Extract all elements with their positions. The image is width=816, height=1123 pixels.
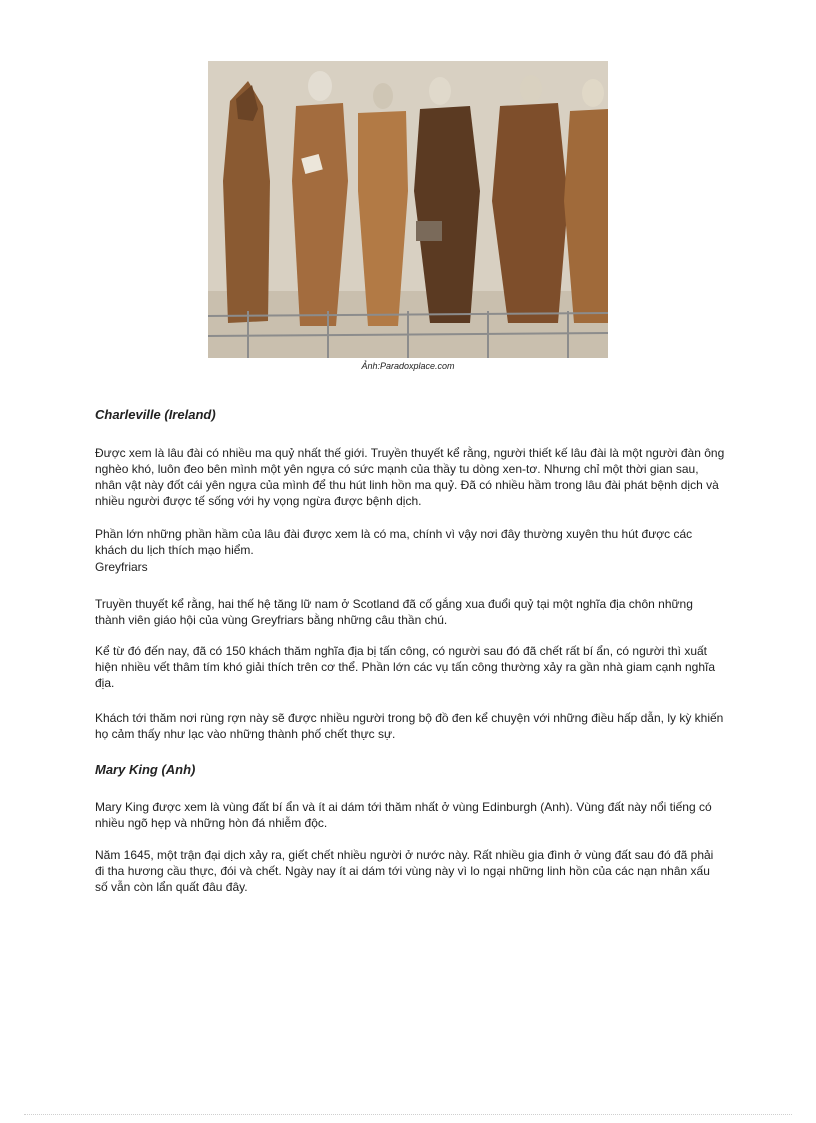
greyfriars-paragraph-2: Kể từ đó đến nay, đã có 150 khách thăm nghĩa địa bị tấn công, có người sau đó đã chết rất bí ẩn, có người thì xuất hiện nhiều vết thâm tím khó giải thích trên cơ thể. Phần lớn các vụ tấn công thường xảy ra gần nhà giam cạnh nghĩa địa.	[95, 644, 716, 690]
page-bottom-rule	[24, 1114, 792, 1115]
image-caption: Ảnh:Paradoxplace.com	[361, 361, 455, 371]
photo-illustration	[208, 61, 608, 358]
maryking-paragraph-1: Mary King được xem là vùng đất bí ẩn và ít ai dám tới thăm nhất ở vùng Edinburgh (Anh). Vùng đất này nổi tiếng có nhiều ngõ hẹp và những hòn đá nhiễm độc.	[95, 800, 712, 830]
greyfriars-paragraph-3: Khách tới thăm nơi rùng rợn này sẽ được nhiều người trong bộ đồ đen kể chuyện với những điều hấp dẫn, ly kỳ khiến họ cảm thấy như lạc vào những thành phố chết thực sự.	[95, 711, 724, 741]
mummies-photo	[208, 61, 608, 358]
charleville-paragraph-2: Phần lớn những phần hầm của lâu đài được xem là có ma, chính vì vậy nơi đây thường xuyên thu hút được các khách du lịch thích mạo hiểm.	[95, 527, 693, 557]
heading-charleville: Charleville (Ireland)	[95, 407, 216, 422]
maryking-paragraph-2: Năm 1645, một trận đại dịch xảy ra, giết chết nhiều người ở nước này. Rất nhiều gia đình ở vùng đất sau đó đã phải đi tha hương cầu thực, đói và chết. Ngày nay ít ai dám tới vùng này vì lo ngại những linh hồn của các nạn nhân xấu số vẫn còn lẩn quất đâu đây.	[95, 848, 714, 894]
heading-mary-king: Mary King (Anh)	[95, 762, 196, 777]
heading-greyfriars: Greyfriars	[95, 560, 148, 574]
charleville-paragraph-1: Được xem là lâu đài có nhiều ma quỷ nhất thế giới. Truyền thuyết kể rằng, người thiết kế lâu đài là một người đàn ông nghèo khó, luôn đeo bên mình một yên ngựa có sức mạnh của thầy tu dòng xen-tơ. Nhưng chỉ một thời gian sau, nhân vật này đốt cái yên ngựa của mình để thu hút linh hồn ma quỷ. Đã có nhiều hầm trong lâu đài phát bệnh dịch và nhiều người được tế sống với hy vọng ngừa được bệnh dịch.	[95, 446, 725, 508]
greyfriars-paragraph-1: Truyền thuyết kể rằng, hai thế hệ tăng lữ nam ở Scotland đã cố gắng xua đuổi quỷ tại một nghĩa địa chôn những thành viên giáo hội của vùng Greyfriars bằng những câu thần chú.	[95, 597, 693, 627]
